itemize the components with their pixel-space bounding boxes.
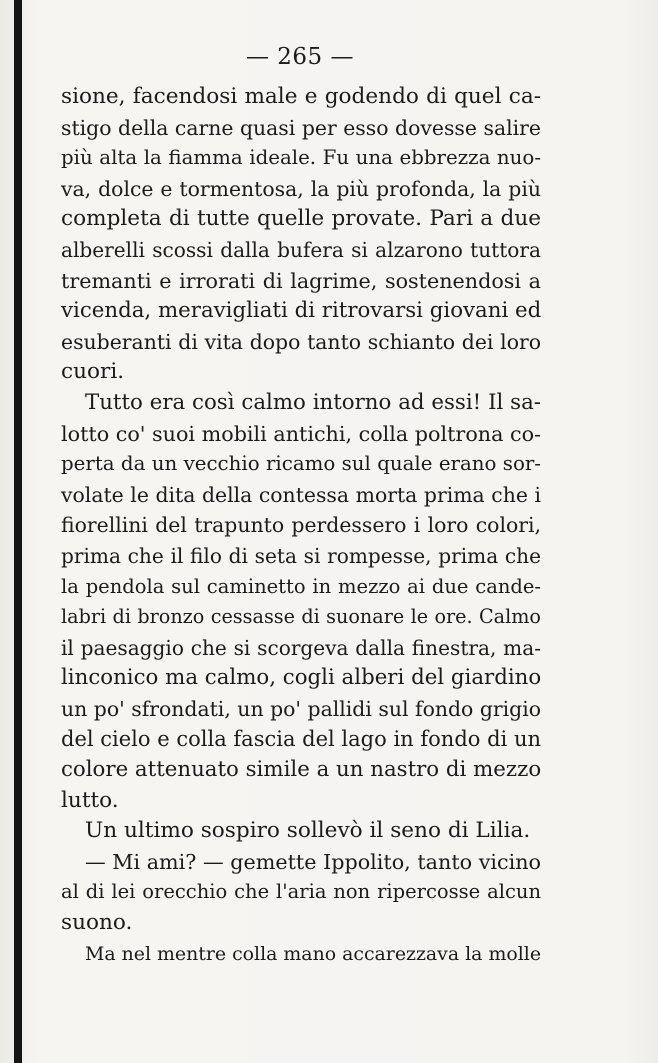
text-line: lotto co' suoi mobili antichi, colla poltrona co- [61,421,542,446]
text-line: cuori. [61,359,125,385]
text-line: il paesaggio che si scorgeva dalla finestra, ma- [61,635,541,660]
text-line: Ma nel mentre colla mano accarezzava la molle [85,942,541,965]
text-line: va, dolce e tormentosa, la più profonda, la più [61,176,541,201]
text-line: un po' sfrondati, un po' pallidi sul fondo grigio [61,696,541,721]
page-number: — 265 — [245,44,355,70]
text-line: volate le dita della contessa morta prima che i [61,482,541,507]
text-line: vicenda, meravigliati di ritrovarsi giovani ed [61,298,542,324]
text-line: perta da un vecchio ricamo sul quale erano sor- [61,452,541,476]
text-line: stigo della carne quasi per esso dovesse salire [61,115,541,140]
text-line: colore attenuato simile a un nastro di mezzo [61,757,542,783]
text-line: labri di bronzo cessasse di suonare le ore. Calmo [61,605,541,629]
text-line: suono. [61,910,133,936]
text-line: prima che il filo di seta si rompesse, prima che [61,543,541,568]
body-text [61,82,541,969]
text-line: lutto. [61,787,119,813]
text-line: fiorellini del trapunto perdessero i loro colori, [61,513,541,538]
text-line: linconico ma calmo, cogli alberi del giardino [61,665,542,691]
text-line: sione, facendosi male e godendo di quel ca- [61,84,541,109]
text-line: più alta la fiamma ideale. Fu una ebbrezza nuo- [61,146,541,170]
binding-edge [14,0,22,1063]
text-line: al di lei orecchio che l'aria non ripercosse alcun [61,880,541,904]
text-line: Tutto era così calmo intorno ad essi! Il sa- [85,389,541,415]
text-line: del cielo e colla fascia del lago in fondo di un [61,727,541,752]
text-line: alberelli scossi dalla bufera si alzarono tuttora [61,237,541,262]
text-line: Un ultimo sospiro sollevò il seno di Lilia. [85,818,531,844]
text-line: — Mi ami? — gemette Ippolito, tanto vicino [85,849,541,874]
text-line: la pendola sul caminetto in mezzo ai due cande- [61,574,541,598]
text-line: tremanti e irrorati di lagrime, sostenendosi a [61,268,541,293]
text-line: esuberanti di vita dopo tanto schianto dei loro [61,329,541,354]
text-line: completa di tutte quelle provate. Pari a due [61,206,541,232]
